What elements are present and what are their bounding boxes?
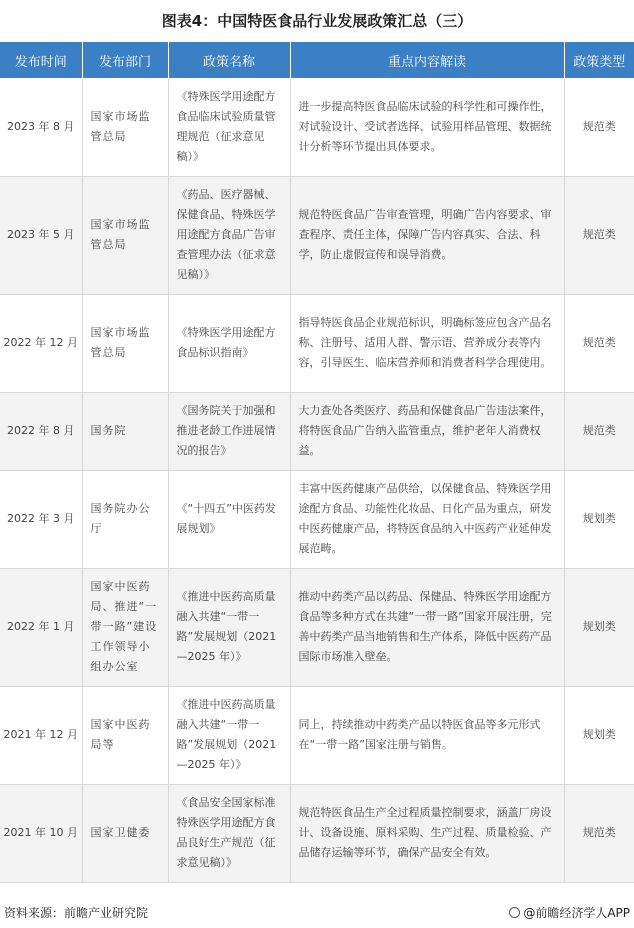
cell-policy-name: 《推进中医药高质量融入共建“一带一路”发展规划（2021—2025 年）》 <box>168 568 290 686</box>
cell-type: 规划类 <box>564 568 634 686</box>
cell-content: 丰富中医药健康产品供给，以保健食品、特殊医学用途配方食品、功能性化妆品、日化产品为重点，研发中医药健康产品，将特医食品纳入中医药产业延伸发展范畴。 <box>290 470 564 568</box>
cell-dept: 国务院 <box>82 392 168 470</box>
policy-table <box>0 42 634 883</box>
cell-content: 规范特医食品广告审查管理，明确广告内容要求、审查程序、责任主体，保障广告内容真实、合法、科学，防止虚假宣传和误导消费。 <box>290 176 564 294</box>
cell-date: 2023 年 5 月 <box>0 176 82 294</box>
cell-date: 2021 年 12 月 <box>0 686 82 784</box>
cell-date: 2022 年 3 月 <box>0 470 82 568</box>
footer <box>0 896 634 928</box>
table-row <box>0 176 634 294</box>
table-row <box>0 78 634 176</box>
header-content: 重点内容解读 <box>290 42 564 78</box>
cell-policy-name: 《特殊医学用途配方食品标识指南》 <box>168 294 290 392</box>
cell-content: 推动中药类产品以药品、保健品、特殊医学用途配方食品等多种方式在共建“一带一路”国家开展注册，完善中药类产品当地销售和生产体系，降低中医药产品国际市场准入壁垒。 <box>290 568 564 686</box>
brand <box>509 904 630 921</box>
cell-policy-name: 《食品安全国家标准特殊医学用途配方食品良好生产规范（征求意见稿）》 <box>168 784 290 882</box>
cell-dept: 国家中医药局、推进“一带一路”建设工作领导小组办公室 <box>82 568 168 686</box>
source-note: 资料来源：前瞻产业研究院 <box>4 905 149 920</box>
cell-content: 指导特医食品企业规范标识，明确标签应包含产品名称、注册号、适用人群、警示语、营养成分表等内容，引导医生、临床营养师和消费者科学合理使用。 <box>290 294 564 392</box>
table-header-row <box>0 42 634 78</box>
cell-policy-name: 《推进中医药高质量融入共建“一带一路”发展规划（2021—2025 年）》 <box>168 686 290 784</box>
cell-type: 规划类 <box>564 686 634 784</box>
cell-dept: 国家市场监管总局 <box>82 294 168 392</box>
cell-date: 2023 年 8 月 <box>0 78 82 176</box>
table-row <box>0 686 634 784</box>
cell-content: 进一步提高特医食品临床试验的科学性和可操作性，对试验设计、受试者选择、试验用样品管理、数据统计分析等环节提出具体要求。 <box>290 78 564 176</box>
table-row <box>0 294 634 392</box>
cell-policy-name: 《国务院关于加强和推进老龄工作进展情况的报告》 <box>168 392 290 470</box>
brand-label: @前瞻经济学人APP <box>523 905 630 920</box>
cell-dept: 国家市场监管总局 <box>82 176 168 294</box>
header-date: 发布时间 <box>0 42 82 78</box>
cell-content: 大力查处各类医疗、药品和保健食品广告违法案件，将特医食品广告纳入监管重点，维护老年人消费权益。 <box>290 392 564 470</box>
cell-dept: 国家卫健委 <box>82 784 168 882</box>
header-dept: 发布部门 <box>82 42 168 78</box>
header-name: 政策名称 <box>168 42 290 78</box>
cell-date: 2022 年 12 月 <box>0 294 82 392</box>
cell-content: 规范特医食品生产全过程质量控制要求，涵盖厂房设计、设备设施、原料采购、生产过程、质量检验、产品储存运输等环节，确保产品安全有效。 <box>290 784 564 882</box>
cell-policy-name: 《特殊医学用途配方食品临床试验质量管理规范（征求意见稿）》 <box>168 78 290 176</box>
cell-dept: 国家中医药局等 <box>82 686 168 784</box>
cell-type: 规范类 <box>564 392 634 470</box>
cell-dept: 国务院办公厅 <box>82 470 168 568</box>
cell-type: 规范类 <box>564 784 634 882</box>
cell-dept: 国家市场监管总局 <box>82 78 168 176</box>
cell-date: 2021 年 10 月 <box>0 784 82 882</box>
cell-content: 同上，持续推动中药类产品以特医食品等多元形式在“一带一路”国家注册与销售。 <box>290 686 564 784</box>
table-row <box>0 392 634 470</box>
circle-logo-icon <box>509 907 520 918</box>
cell-type: 规范类 <box>564 176 634 294</box>
page-title: 图表4：中国特医食品行业发展政策汇总（三） <box>161 11 473 30</box>
cell-policy-name: 《药品、医疗器械、保健食品、特殊医学用途配方食品广告审查管理办法（征求意见稿）》 <box>168 176 290 294</box>
header-type: 政策类型 <box>564 42 634 78</box>
cell-date: 2022 年 8 月 <box>0 392 82 470</box>
table-row <box>0 568 634 686</box>
cell-policy-name: 《“十四五”中医药发展规划》 <box>168 470 290 568</box>
table-row <box>0 784 634 882</box>
cell-date: 2022 年 1 月 <box>0 568 82 686</box>
cell-type: 规范类 <box>564 78 634 176</box>
table-row <box>0 470 634 568</box>
cell-type: 规范类 <box>564 294 634 392</box>
cell-type: 规划类 <box>564 470 634 568</box>
